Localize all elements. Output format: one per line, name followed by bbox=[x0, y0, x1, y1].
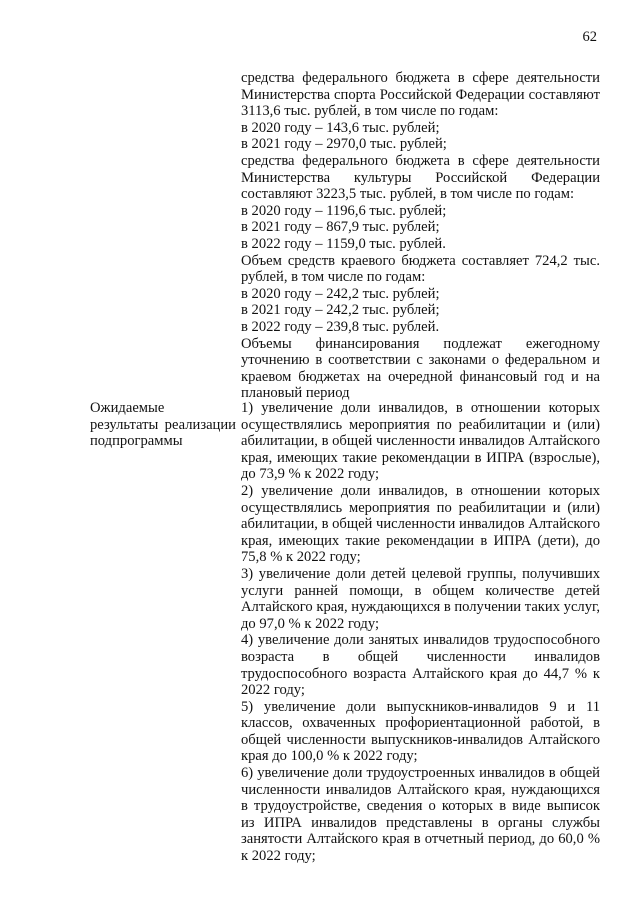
culture-funding-intro: средства федерального бюджета в сфере деятельности Министерства культуры Российской Федерации составляют 3223,5 тыс. рублей, в том числе по годам: bbox=[241, 152, 600, 203]
regional-funding-2020: в 2020 году – 242,2 тыс. рублей; bbox=[241, 285, 440, 302]
page-number: 62 bbox=[582, 29, 597, 45]
expected-results-label: Ожидаемые результаты реализации подпрограммы bbox=[90, 400, 236, 450]
sport-funding-2021: в 2021 году – 2970,0 тыс. рублей; bbox=[241, 136, 447, 153]
culture-funding-2021: в 2021 году – 867,9 тыс. рублей; bbox=[241, 219, 440, 236]
result-item-2: 2) увеличение доли инвалидов, в отношении которых осуществлялись мероприятия по реабилитации и (или) абилитации, в общей численности инвалидов Алтайского края, имеющих такие рекомендации в ИПРА (дети), до 75,8 % к 2022 году; bbox=[241, 482, 600, 566]
result-item-1: 1) увеличение доли инвалидов, в отношении которых осуществлялись мероприятия по реабилитации и (или) абилитации, в общей численности инвалидов Алтайского края, имеющих такие рекомендации в ИПРА (взрослые), до 73,9 % к 2022 году; bbox=[241, 400, 600, 483]
regional-funding-2021: в 2021 году – 242,2 тыс. рублей; bbox=[241, 302, 440, 319]
regional-funding-intro: Объем средств краевого бюджета составляет 724,2 тыс. рублей, в том числе по годам: bbox=[241, 252, 600, 286]
result-item-6: 6) увеличение доли трудоустроенных инвалидов в общей численности инвалидов Алтайского края, нуждающихся в трудоустройстве, сведения о которых в виде выписок из ИПРА инвалидов представлены в органы службы занятости Алтайского края в отчетный период, до 60,0 % к 2022 году; bbox=[241, 765, 600, 865]
expected-results-list bbox=[241, 400, 600, 865]
sport-funding-2020: в 2020 году – 143,6 тыс. рублей; bbox=[241, 119, 440, 136]
sport-funding-intro: средства федерального бюджета в сфере деятельности Министерства спорта Российской Федерации составляют 3113,6 тыс. рублей, в том числе по годам: bbox=[241, 70, 600, 120]
culture-funding-2020: в 2020 году – 1196,6 тыс. рублей; bbox=[241, 202, 447, 219]
result-item-5: 5) увеличение доли выпускников-инвалидов 9 и 11 классов, охваченных профориентационной работой, в общей численности выпускников-инвалидов Алтайского края до 100,0 % к 2022 году; bbox=[241, 698, 600, 765]
culture-funding-2022: в 2022 году – 1159,0 тыс. рублей. bbox=[241, 235, 446, 252]
funding-sources-text bbox=[241, 70, 600, 402]
result-item-3: 3) увеличение доли детей целевой группы, получивших услуги ранней помощи, в общем количестве детей Алтайского края, нуждающихся в получении таких услуг, до 97,0 % к 2022 году; bbox=[241, 565, 600, 632]
result-item-4: 4) увеличение доли занятых инвалидов трудоспособного возраста в общей численности инвалидов трудоспособного возраста Алтайского края до 44,7 % к 2022 году; bbox=[241, 632, 600, 699]
funding-adjustment-note: Объемы финансирования подлежат ежегодному уточнению в соответствии с законами о федеральном и краевом бюджетах на очередной финансовый год и на плановый период bbox=[241, 335, 600, 402]
regional-funding-2022: в 2022 году – 239,8 тыс. рублей. bbox=[241, 318, 440, 335]
